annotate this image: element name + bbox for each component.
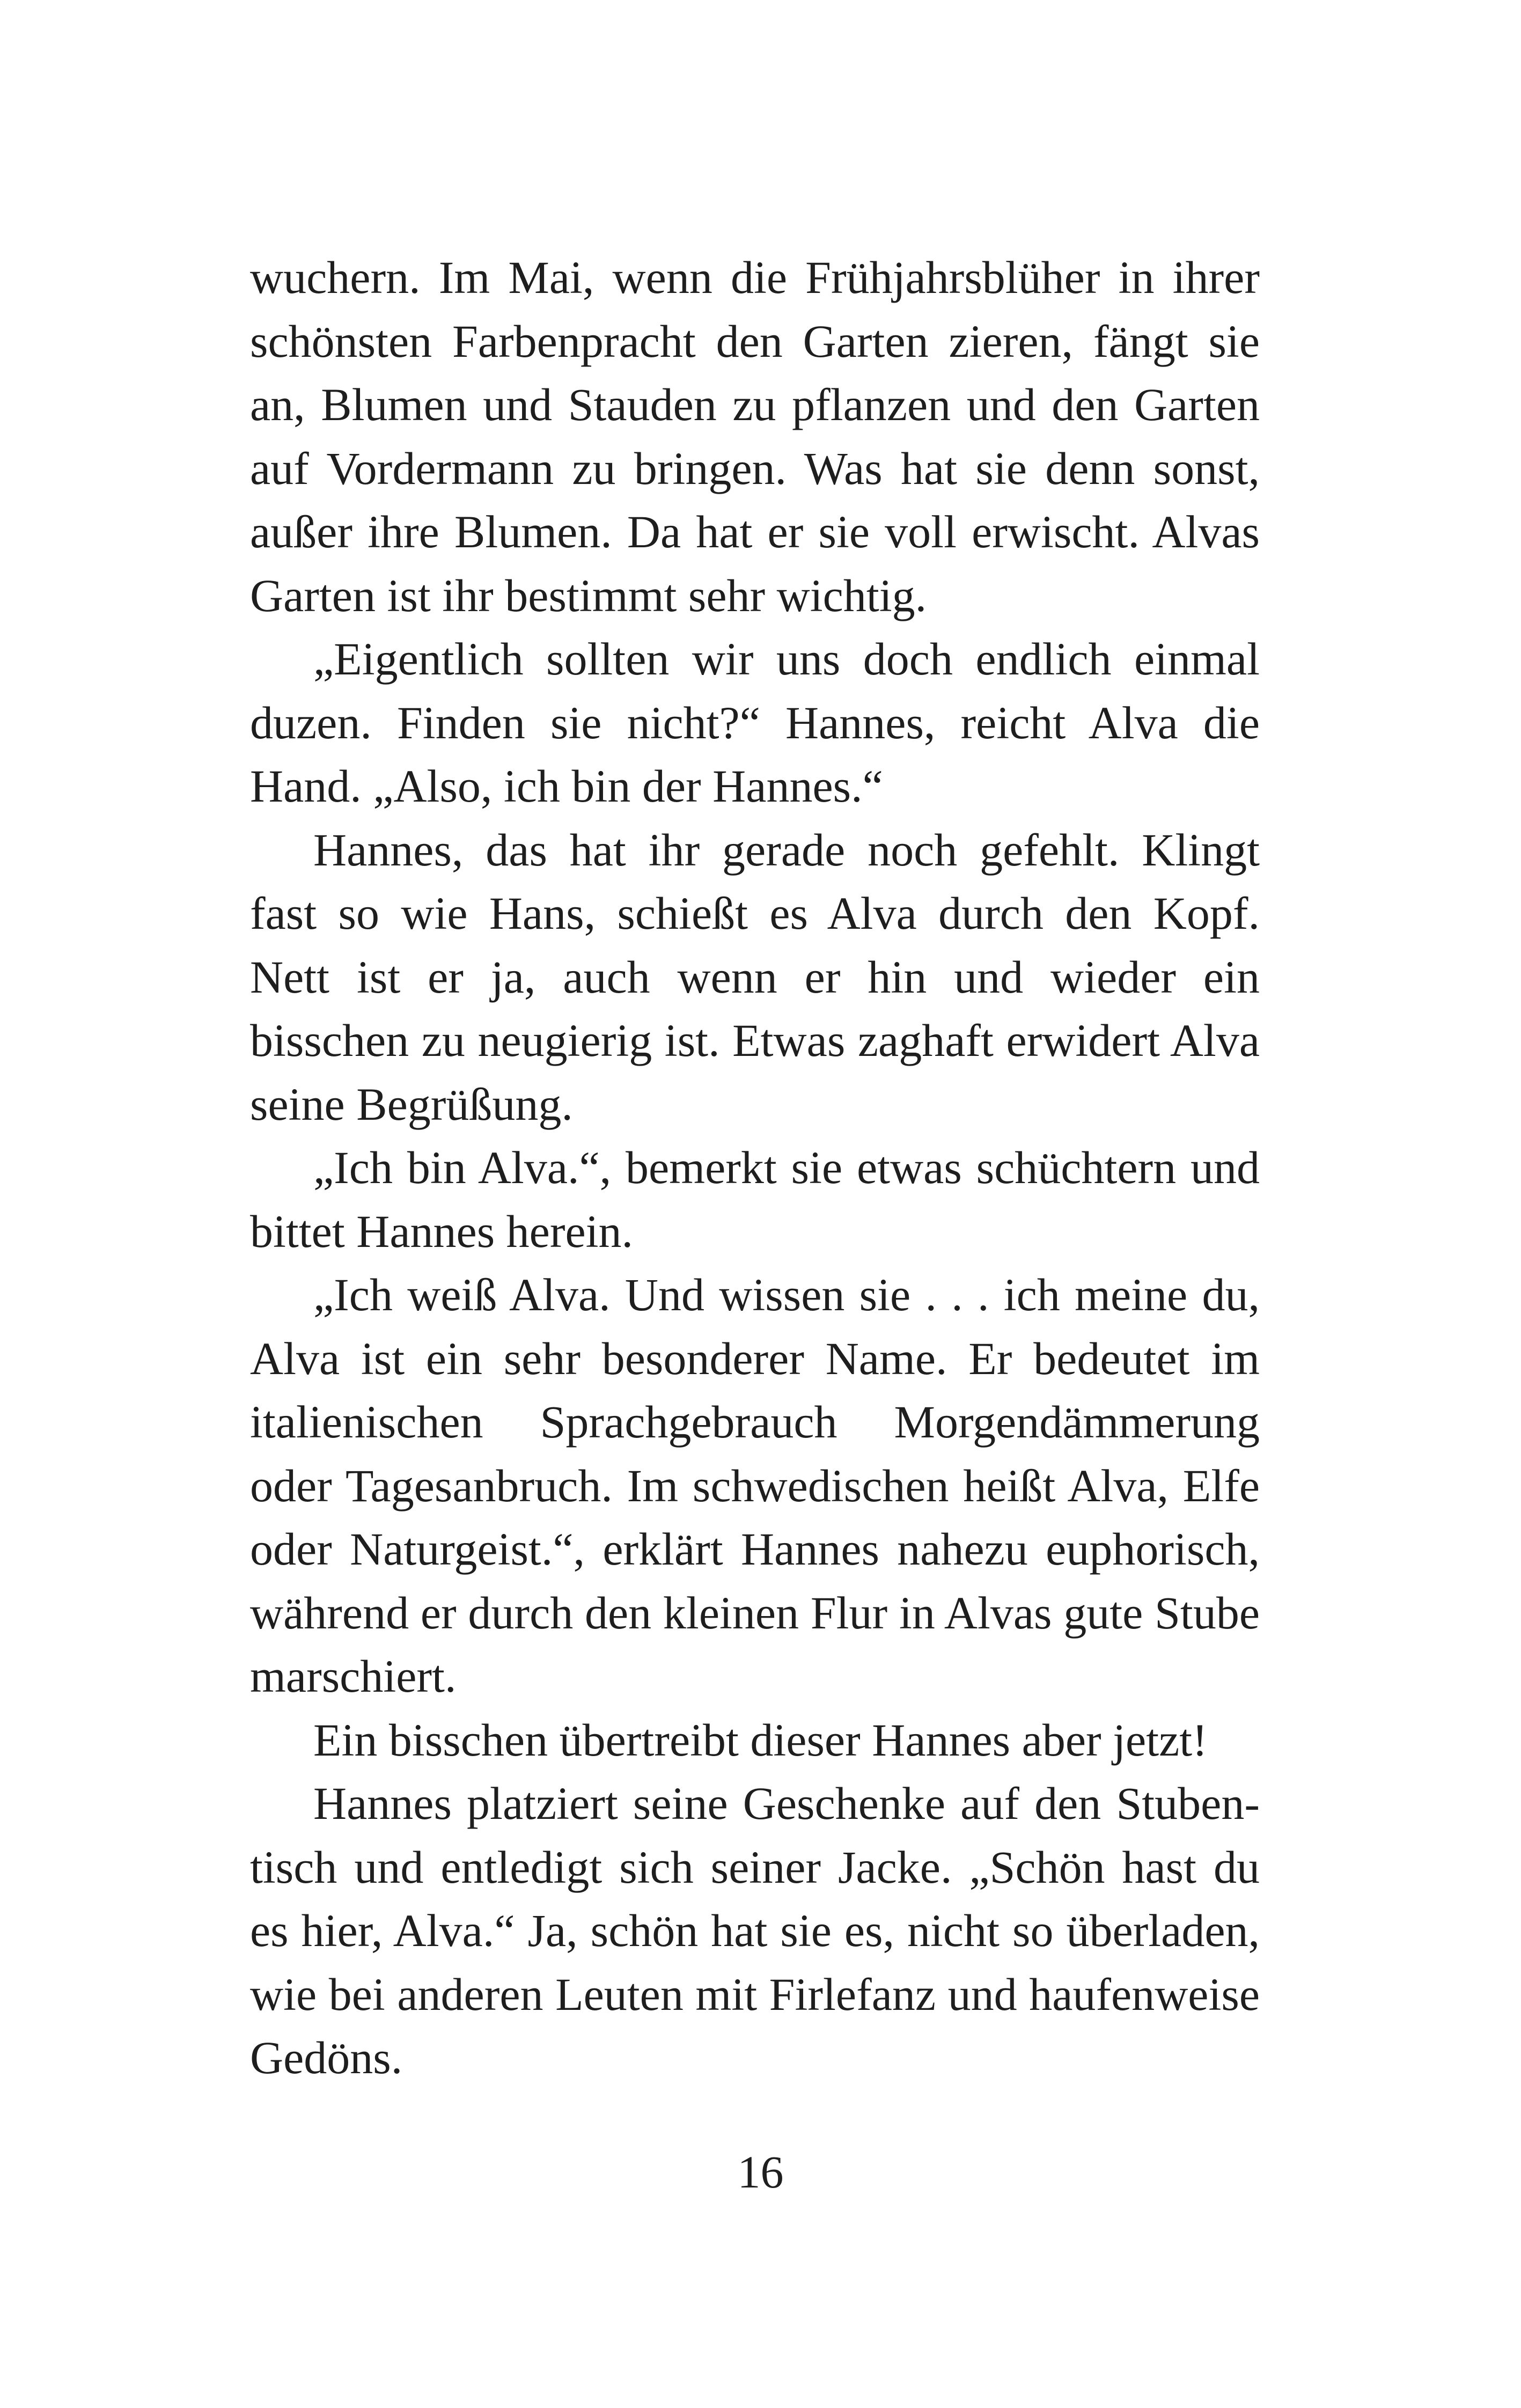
text-line: bisschen zu neugierig ist. Etwas zaghaft erwidert Alva	[250, 1015, 1260, 1066]
text-line: wie bei anderen Leuten mit Firlefanz und haufenweise	[250, 1968, 1260, 2020]
text-line: Hannes platziert seine Geschenke auf den Stuben-	[313, 1778, 1260, 1829]
text-line: auf Vordermann zu bringen. Was hat sie denn sonst,	[250, 442, 1260, 494]
text-line: tisch und entledigt sich seiner Jacke. „Schön hast du	[250, 1841, 1260, 1893]
text-line: Hand. „Also, ich bin der Hannes.“	[250, 760, 883, 812]
body-text	[250, 246, 1260, 2090]
text-line: „Ich weiß Alva. Und wissen sie . . . ich meine du,	[313, 1269, 1260, 1320]
text-line: oder Tagesanbruch. Im schwedischen heißt Alva, Elfe	[250, 1459, 1260, 1511]
text-line: es hier, Alva.“ Ja, schön hat sie es, nicht so überladen,	[250, 1905, 1260, 1956]
text-line: Nett ist er ja, auch wenn er hin und wieder ein	[250, 951, 1260, 1003]
text-line: seine Begrüßung.	[250, 1078, 573, 1130]
text-line: bittet Hannes herein.	[250, 1205, 634, 1257]
text-line: oder Naturgeist.“, erklärt Hannes nahezu euphorisch,	[250, 1523, 1260, 1575]
text-line: wuchern. Im Mai, wenn die Frühjahrsblüher in ihrer	[250, 252, 1260, 303]
text-line: italienischen Sprachgebrauch Morgendämmerung	[250, 1396, 1260, 1448]
text-line: duzen. Finden sie nicht?“ Hannes, reicht Alva die	[250, 696, 1260, 748]
text-line: fast so wie Hans, schießt es Alva durch den Kopf.	[250, 887, 1260, 939]
text-line: Alva ist ein sehr besonderer Name. Er bedeutet im	[250, 1332, 1260, 1384]
text-line: Hannes, das hat ihr gerade noch gefehlt. Klingt	[313, 824, 1260, 876]
text-line: schönsten Farbenpracht den Garten zieren, fängt sie	[250, 315, 1260, 367]
text-line: Garten ist ihr bestimmt sehr wichtig.	[250, 569, 927, 621]
text-line: außer ihre Blumen. Da hat er sie voll erwischt. Alvas	[250, 506, 1260, 557]
text-line: Gedöns.	[250, 2032, 403, 2083]
text-line: marschiert.	[250, 1650, 457, 1702]
text-line: während er durch den kleinen Flur in Alvas gute Stube	[250, 1587, 1260, 1639]
page-number: 16	[737, 2146, 784, 2198]
text-line: „Ich bin Alva.“, bemerkt sie etwas schüchtern und	[313, 1142, 1260, 1193]
text-line: „Eigentlich sollten wir uns doch endlich einmal	[313, 633, 1260, 685]
text-line: an, Blumen und Stauden zu pflanzen und den Garten	[250, 379, 1260, 430]
text-line: Ein bisschen übertreibt dieser Hannes aber jetzt!	[313, 1714, 1208, 1766]
